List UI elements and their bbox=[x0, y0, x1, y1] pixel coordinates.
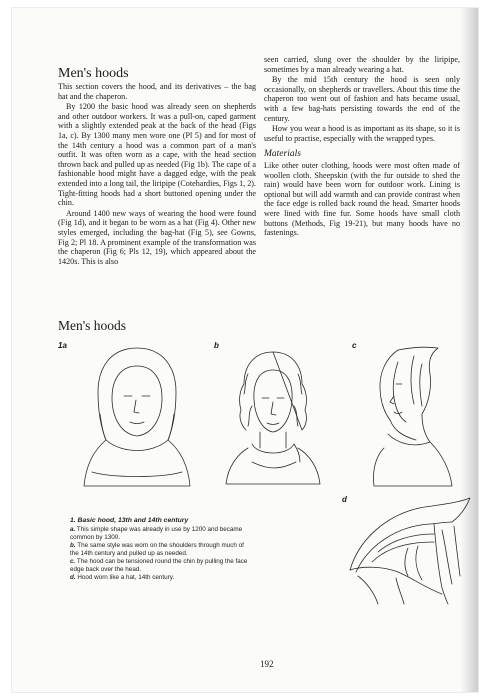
left-text-column bbox=[58, 82, 256, 267]
section-title: Men's hoods bbox=[58, 66, 129, 81]
right-paragraph: How you wear a hood is as important as its shape, so it is useful to practise, especially with the wrapped types. bbox=[264, 124, 460, 143]
hood-illustration-a bbox=[72, 344, 202, 494]
figure-label-d: d bbox=[342, 495, 347, 504]
caption-text: This simple shape was already in use by 1200 and became common by 1300. bbox=[70, 526, 243, 541]
left-paragraph: Around 1400 new ways of wearing the hood were found (Fig 1d), and it began to be worn as a hat (Fig 4). Other new styles emerged, including the bag-hat (Fig 5), see Gowns, Fig 2; Pl 18. A prominent example of the transformation was the chaperon (Fig 6; Pls 12, 19), which appeared about the 1420s. This is also bbox=[58, 208, 256, 266]
materials-heading: Materials bbox=[264, 149, 301, 160]
figure-label-b: b bbox=[214, 341, 219, 350]
caption-title: 1. Basic hood, 13th and 14th century bbox=[70, 517, 189, 524]
figure-label-c: c bbox=[352, 341, 357, 350]
figure-label-1a: 1a bbox=[58, 341, 67, 350]
book-page bbox=[12, 8, 478, 692]
hood-illustration-c bbox=[338, 344, 468, 494]
caption-key: a. bbox=[70, 526, 76, 533]
caption-key: c. bbox=[70, 558, 76, 565]
hood-illustration-d bbox=[342, 496, 477, 608]
caption-text: Hood worn like a hat, 14th century. bbox=[77, 574, 175, 581]
figure-section-title: Men's hoods bbox=[58, 318, 127, 333]
caption-text: The same style was worn on the shoulders through much of the 14th century and pulled up as needed. bbox=[70, 542, 244, 557]
caption-key: b. bbox=[70, 542, 76, 549]
right-text-column bbox=[264, 55, 460, 239]
right-paragraph: seen carried, slung over the shoulder by the liripipe, sometimes by a man already wearing a hat. bbox=[264, 55, 460, 74]
caption-item-c bbox=[70, 558, 250, 574]
right-paragraph: By the mid 15th century the hood is seen only occasionally, on shepherds or travellers. About this time the chaperon too went out of fashion and hats became usual, with a few bag-hats persisting towards the end of the century. bbox=[264, 75, 460, 123]
left-paragraph: By 1200 the basic hood was already seen on shepherds and other outdoor workers. It was a pull-on, caped garment with a slightly extended peak at the back of the head (Figs 1a, c). By 1300 many men wore one (Pl 5) and for most of the 14th century a hood was a common part of a man's outfit. It was often worn as a cape, with the head section thrown back and pulled up as needed (Fig 1b). The cape of a fashionable hood might have a dagged edge, with the peak extended into a long tail, the liripipe (Cotehardies, Figs 1, 2). Tight-fitting hoods had a short buttoned opening under the chin. bbox=[58, 102, 256, 208]
caption-item-a bbox=[70, 526, 250, 542]
caption-text: The hood can be tensioned round the chin by pulling the face edge back over the head. bbox=[70, 558, 248, 573]
hood-illustration-b bbox=[208, 344, 338, 494]
materials-paragraph: Like other outer clothing, hoods were most often made of woollen cloth. Sheepskin (with the fur outside to shed the rain) would have been worn for outdoor work. Lining is optional but will add warmth and can provide contrast when the face edge is rolled back round the head. Smarter hoods were lined with fine fur. Some hoods have small cloth buttons (Methods, Fig 19-21), but many hoods have no fastenings. bbox=[264, 160, 460, 238]
caption-item-b bbox=[70, 542, 250, 558]
left-paragraph: This section covers the hood, and its derivatives – the bag hat and the chaperon. bbox=[58, 82, 256, 101]
page-number: 192 bbox=[260, 659, 274, 669]
caption-item-d bbox=[70, 574, 250, 582]
figure-caption bbox=[70, 517, 250, 582]
caption-key: d. bbox=[70, 574, 76, 581]
